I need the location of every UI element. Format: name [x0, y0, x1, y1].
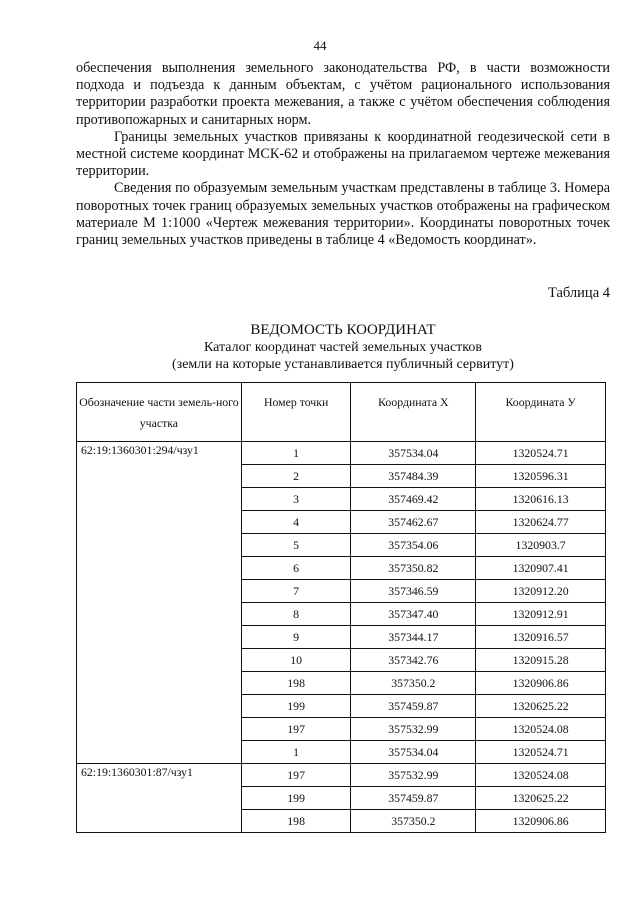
point-number-cell: 9 [241, 626, 351, 649]
point-number-cell: 2 [241, 465, 351, 488]
coordinate-y-cell: 1320625.22 [476, 695, 606, 718]
point-number-cell: 199 [241, 695, 351, 718]
coordinate-x-cell: 357532.99 [351, 764, 476, 787]
coordinate-y-cell: 1320906.86 [476, 672, 606, 695]
point-number-cell: 5 [241, 534, 351, 557]
coordinate-x-cell: 357532.99 [351, 718, 476, 741]
coordinate-x-cell: 357347.40 [351, 603, 476, 626]
coordinate-y-cell: 1320625.22 [476, 787, 606, 810]
coordinate-y-cell: 1320912.20 [476, 580, 606, 603]
table-row [77, 764, 606, 787]
point-number-cell: 10 [241, 649, 351, 672]
coordinate-y-cell: 1320915.28 [476, 649, 606, 672]
table-header-row [77, 383, 606, 442]
coordinate-y-cell: 1320912.91 [476, 603, 606, 626]
header-x: Координата Х [351, 383, 476, 442]
paragraph: Границы земельных участков привязаны к координатной геодезической сети в местной системе координат МСК-62 и отображены на прилагаемом чертеже межевания территории. [76, 128, 610, 180]
point-number-cell: 1 [241, 442, 351, 465]
header-y: Координата У [476, 383, 606, 442]
coordinate-x-cell: 357346.59 [351, 580, 476, 603]
table-label: Таблица 4 [547, 285, 610, 301]
coordinates-table [76, 382, 606, 833]
coordinate-y-cell: 1320903.7 [476, 534, 606, 557]
point-number-cell: 197 [241, 764, 351, 787]
coordinate-y-cell: 1320907.41 [476, 557, 606, 580]
coordinate-x-cell: 357462.67 [351, 511, 476, 534]
coordinate-y-cell: 1320906.86 [476, 810, 606, 833]
point-number-cell: 8 [241, 603, 351, 626]
table-row [77, 442, 606, 465]
table-subtitle-note: (земли на которые устанавливается публичный сервитут) [172, 357, 514, 372]
coordinate-y-cell: 1320916.57 [476, 626, 606, 649]
point-number-cell: 197 [241, 718, 351, 741]
table-body [77, 442, 606, 833]
table-title: ВЕДОМОСТЬ КООРДИНАТ [250, 322, 436, 338]
coordinate-x-cell: 357342.76 [351, 649, 476, 672]
point-number-cell: 3 [241, 488, 351, 511]
coordinate-x-cell: 357344.17 [351, 626, 476, 649]
point-number-cell: 7 [241, 580, 351, 603]
coordinate-y-cell: 1320524.71 [476, 741, 606, 764]
coordinate-x-cell: 357469.42 [351, 488, 476, 511]
coordinate-x-cell: 357459.87 [351, 787, 476, 810]
coordinate-x-cell: 357350.82 [351, 557, 476, 580]
page-number: 44 [313, 38, 327, 53]
header-point: Номер точки [241, 383, 351, 442]
coordinate-y-cell: 1320596.31 [476, 465, 606, 488]
coordinate-y-cell: 1320524.08 [476, 718, 606, 741]
table-title-block [76, 321, 610, 373]
body-text [76, 60, 610, 249]
point-number-cell: 6 [241, 557, 351, 580]
point-number-cell: 198 [241, 810, 351, 833]
part-designation-cell: 62:19:1360301:87/чзу1 [77, 764, 242, 833]
paragraph: обеспечения выполнения земельного законодательства РФ, в части возможности подхода и подъезда к данным объектам, с учётом рационального использования территории разработки проекта межевания, а также с учётом обеспечения соблюдения противопожарных и санитарных норм. [76, 60, 610, 128]
coordinate-x-cell: 357459.87 [351, 695, 476, 718]
coordinate-x-cell: 357534.04 [351, 741, 476, 764]
coordinate-x-cell: 357350.2 [351, 810, 476, 833]
coordinate-y-cell: 1320524.08 [476, 764, 606, 787]
coordinate-y-cell: 1320616.13 [476, 488, 606, 511]
table-subtitle: Каталог координат частей земельных участков [203, 340, 482, 355]
point-number-cell: 198 [241, 672, 351, 695]
header-part: Обозначение части земель-ного участка [77, 383, 242, 442]
point-number-cell: 1 [241, 741, 351, 764]
paragraph: Сведения по образуемым земельным участкам представлены в таблице 3. Номера поворотных точек границ образуемых земельных участков отображены на графическом материале М 1:1000 «Чертеж межевания территории». Координаты поворотных точек границ земельных участков приведены в таблице 4 «Ведомость координат». [76, 180, 610, 249]
coordinate-x-cell: 357484.39 [351, 465, 476, 488]
coordinate-y-cell: 1320524.71 [476, 442, 606, 465]
coordinate-x-cell: 357534.04 [351, 442, 476, 465]
point-number-cell: 4 [241, 511, 351, 534]
part-designation-cell: 62:19:1360301:294/чзу1 [77, 442, 242, 764]
coordinate-x-cell: 357354.06 [351, 534, 476, 557]
point-number-cell: 199 [241, 787, 351, 810]
coordinate-x-cell: 357350.2 [351, 672, 476, 695]
coordinate-y-cell: 1320624.77 [476, 511, 606, 534]
